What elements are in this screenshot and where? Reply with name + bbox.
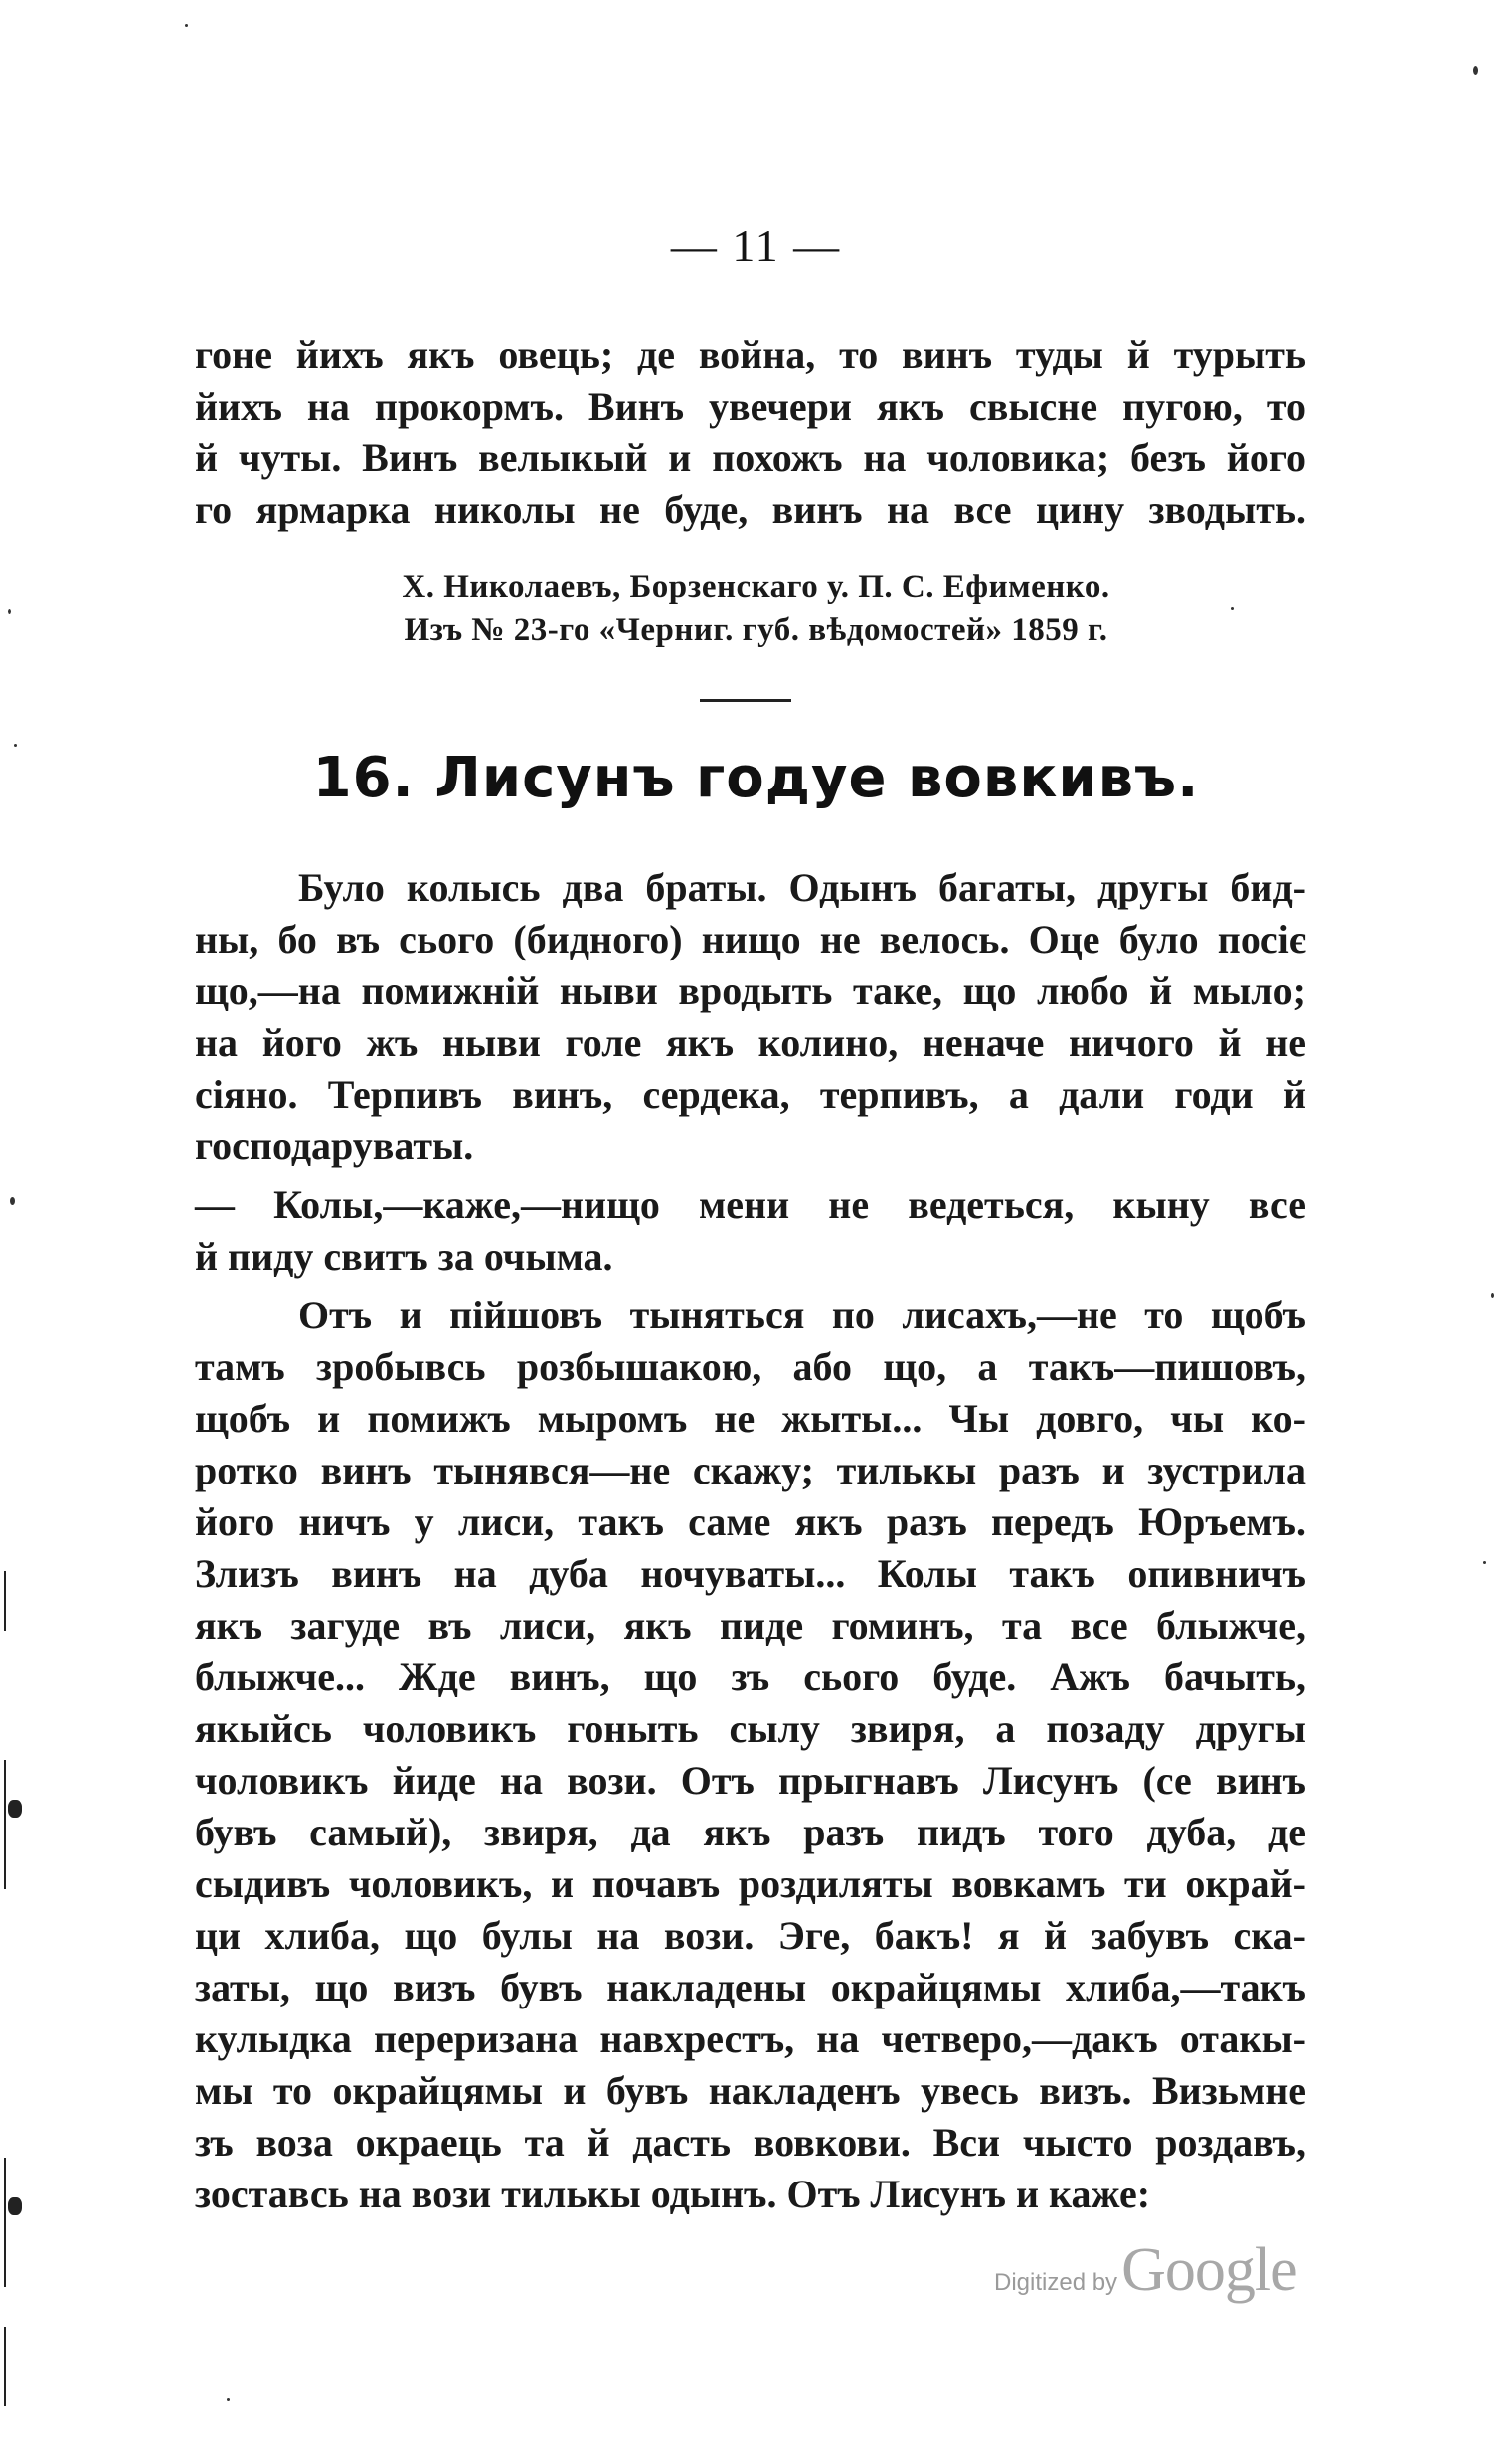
text-line: зоставсь на вози тилькы одынъ. Отъ Лисунъ и каже: — [195, 2172, 1151, 2216]
text-line: ны, бо въ сього (бидного) нищо не велось. Оце було посіє — [195, 917, 1306, 961]
text-line: зъ воза окраець та й дасть вовкови. Вси чысто роздавъ, — [195, 2120, 1306, 2165]
watermark-prefix: Digitized by — [994, 2269, 1118, 2296]
page-number: — 11 — — [670, 220, 842, 270]
text-line: блыжче... Жде винъ, що зъ сього буде. Ажъ бачыть, — [195, 1655, 1306, 1699]
source-line: Изъ № 23-го «Черниг. губ. вѣдомостей» 1859 г. — [404, 612, 1108, 648]
scan-edge-mark — [4, 1760, 6, 1889]
text-line: й чуты. Винъ велыкый и похожъ на чоловика; безъ його — [195, 436, 1306, 480]
text-line: Злизъ винъ на дуба ночуваты... Колы такъ опивничъ — [195, 1551, 1306, 1596]
text-line: господаруваты. — [195, 1124, 474, 1168]
text-line: сыдивъ чоловикъ, и почавъ роздиляты вовкамъ ти окрай- — [195, 1861, 1306, 1906]
text-line: ротко винъ тынявся—не скажу; тилькы разъ и зустрила — [195, 1448, 1306, 1492]
scan-speck — [185, 24, 188, 27]
scan-speck — [1491, 1293, 1494, 1298]
scan-speck — [1473, 66, 1478, 75]
text-line: якъ загуде въ лиси, якъ пиде гоминъ, та все блыжче, — [195, 1603, 1306, 1648]
text-line: йихъ на прокормъ. Винъ увечери якъ свысне пугою, то — [195, 384, 1306, 429]
text-line: якыйсь чоловикъ гоныть сылу звиря, а позаду другы — [195, 1706, 1306, 1751]
scan-edge-mark — [4, 2327, 6, 2406]
text-line: бувъ самый), звиря, да якъ разъ пидъ того дуба, де — [195, 1810, 1306, 1854]
digitized-watermark — [994, 2235, 1297, 2315]
section-divider — [700, 699, 791, 702]
text-line: Отъ и пійшовъ тыняться по лисахъ,—не то щобъ — [298, 1293, 1306, 1337]
text-line: його ничъ у лиси, такъ саме якъ разъ передъ Юръемъ. — [195, 1499, 1306, 1544]
scan-speck — [227, 2398, 230, 2401]
text-line: мы то окрайцямы и бувъ накладенъ увесь визъ. Визьмне — [195, 2068, 1306, 2113]
text-line: гоне йихъ якъ овець; де война, то винъ туды й турыть — [195, 332, 1306, 377]
scan-edge-mark — [8, 1800, 22, 1818]
scan-edge-mark — [8, 2197, 22, 2215]
google-logo: Google — [1121, 2236, 1297, 2304]
text-line: ци хлиба, що булы на вози. Эге, бакъ! я й забувъ ска- — [195, 1913, 1306, 1958]
scan-edge-mark — [4, 2158, 6, 2287]
text-line: го ярмарка николы не буде, винъ на все цину зводыть. — [195, 487, 1306, 532]
text-line: чоловикъ йиде на вози. Отъ прыгнавъ Лисунъ (се винъ — [195, 1758, 1306, 1803]
text-line: сіяно. Терпивъ винъ, сердека, терпивъ, а дали годи й — [195, 1072, 1306, 1117]
text-line: й пиду свитъ за очыма. — [195, 1234, 613, 1279]
text-line: кулыдка переризана навхрестъ, на четверо,—дакъ отакы- — [195, 2016, 1306, 2061]
section-title: 16. Лисунъ годуе вовкивъ. — [312, 746, 1200, 810]
scan-edge-mark — [4, 1571, 6, 1631]
scan-speck — [1483, 1561, 1486, 1564]
scan-speck — [14, 744, 17, 747]
scan-speck — [8, 609, 11, 614]
scan-speck — [10, 1197, 15, 1205]
text-line: щобъ и помижъ мыромъ не жыты... Чы довго, чы ко- — [195, 1396, 1306, 1441]
text-line: тамъ зробывсь розбышакою, або що, а такъ—пишовъ, — [195, 1344, 1306, 1389]
text-line: заты, що визъ бувъ накладены окрайцямы хлиба,—такъ — [195, 1965, 1306, 2009]
source-line: Х. Николаевъ, Борзенскаго у. П. С. Ефименко. — [402, 569, 1110, 605]
text-line: — Колы,—каже,—нищо мени не ведеться, кыну все — [195, 1182, 1306, 1227]
text-line: Було колысь два браты. Одынъ багаты, другы бид- — [298, 865, 1306, 910]
text-line: що,—на помижній ныви вродыть таке, що любо й мыло; — [195, 968, 1306, 1013]
scan-speck — [1231, 607, 1234, 610]
text-line: на його жъ ныви голе якъ колино, неначе ничого й не — [195, 1020, 1306, 1065]
